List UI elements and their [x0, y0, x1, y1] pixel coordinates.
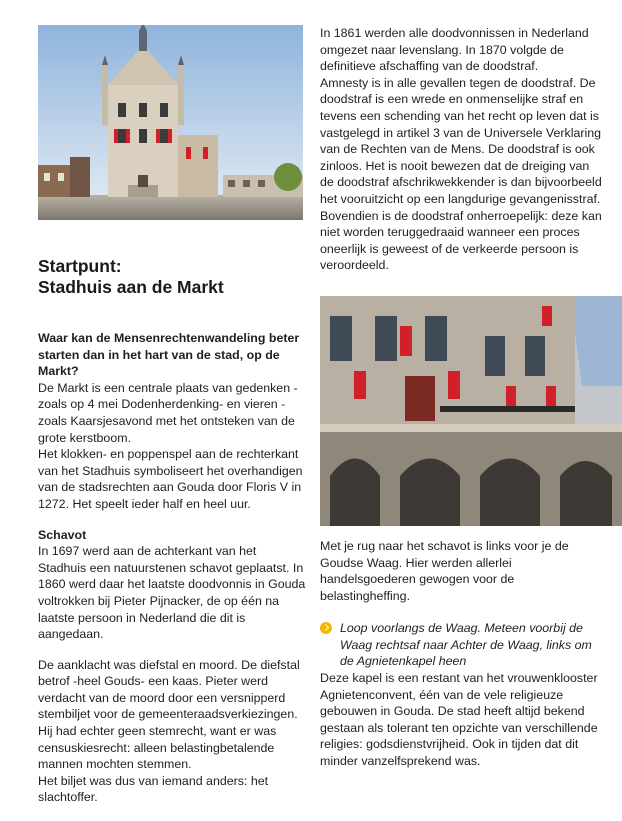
intro-question: Waar kan de Mensenrechtenwandeling beter starten dan in het hart van de stad, op de Markt? [38, 331, 300, 379]
heading-line-2: Stadhuis aan de Markt [38, 277, 224, 297]
schavot-heading: Schavot [38, 527, 87, 542]
waag-paragraph: Met je rug naar het schavot is links voor je de Goudse Waag. Hier werden allerlei handelsgoederen gewogen voor de belastingheffing. [320, 538, 569, 603]
left-column [38, 25, 306, 806]
right-column [320, 25, 605, 770]
section-heading [38, 256, 306, 298]
paragraph-1861: In 1861 werden alle doodvonnissen in Nederland omgezet naar levenslang. In 1870 volgde de definitieve afschaffing van de doodstraf. [320, 26, 589, 74]
markt-paragraph: De Markt is een centrale plaats van gedenken -zoals op 4 mei Dodenherdenking- en vieren -zoals Kaarsjesavond met het ontsteken van de grote kerstboom. [38, 380, 298, 445]
schavot-paragraph: In 1697 werd aan de achterkant van het Stadhuis een natuurstenen schavot geplaatst. In 1860 werd daar het laatste doodvonnis in Gouda voltrokken bij Pieter Pijnacker, de op één na laatste persoon in Nederland die dit is aangedaan. [38, 544, 306, 642]
route-text: Loop voorlangs de Waag. Meteen voorbij de Waag rechtsaf naar Achter de Waag, links om de Agnietenkapel heen [340, 621, 592, 669]
arrow-right-circle-icon [320, 622, 332, 634]
amnesty-paragraph: Amnesty is in alle gevallen tegen de doodstraf. De doodstraf is een wrede en onmenselijke straf en tevens een schending van het recht op leven dat is vastgelegd in artikel 3 van de Universele Verklaring van de Rechten van de Mens. De doodstraf is ook zinloos. Het is nooit bewezen dat de dreiging van de doodstraf afschrikwekkender is dan bijvoorbeeld het vooruitzicht op een langdurige gevangenisstraf. Bovendien is de doodstraf onherroepelijk: deze kan niet worden teruggedraaid wanneer een proces oneerlijk is geweest of de verkeerde persoon is veroordeeld. [320, 75, 602, 273]
kapel-paragraph: Deze kapel is een restant van het vrouwenklooster Agnietenconvent, één van de vele religieuze gebouwen in Gouda. De stad heeft altijd bekend gestaan als tolerant ten opzichte van verschillende religies: godsdienstvrijheid. Ook in tijden dat dit minder vanzelfsprekend was. [320, 671, 598, 769]
stadhuis-photo [38, 25, 303, 220]
klok-paragraph: Het klokken- en poppenspel aan de rechterkant van het Stadhuis symboliseert het overhandigen van de stadsrechten aan Gouda door Floris V in 1272. Het speelt ieder half en heel uur. [38, 447, 303, 511]
route-instruction [320, 620, 605, 670]
heading-line-1: Startpunt: [38, 256, 122, 276]
aanklacht-paragraph: De aanklacht was diefstal en moord. De diefstal betrof -heel Gouds- een kaas. Pieter werd verdacht van de moord door een versnipperd stembiljet voor de gemeenteraadsverkiezingen. Hij had echter geen stemrecht, want er was censuskiesrecht: alleen belastingbetalende mannen mochten stemmen. [38, 657, 300, 772]
waag-photo [320, 296, 622, 526]
biljet-paragraph: Het biljet was dus van iemand anders: het slachtoffer. [38, 773, 269, 805]
